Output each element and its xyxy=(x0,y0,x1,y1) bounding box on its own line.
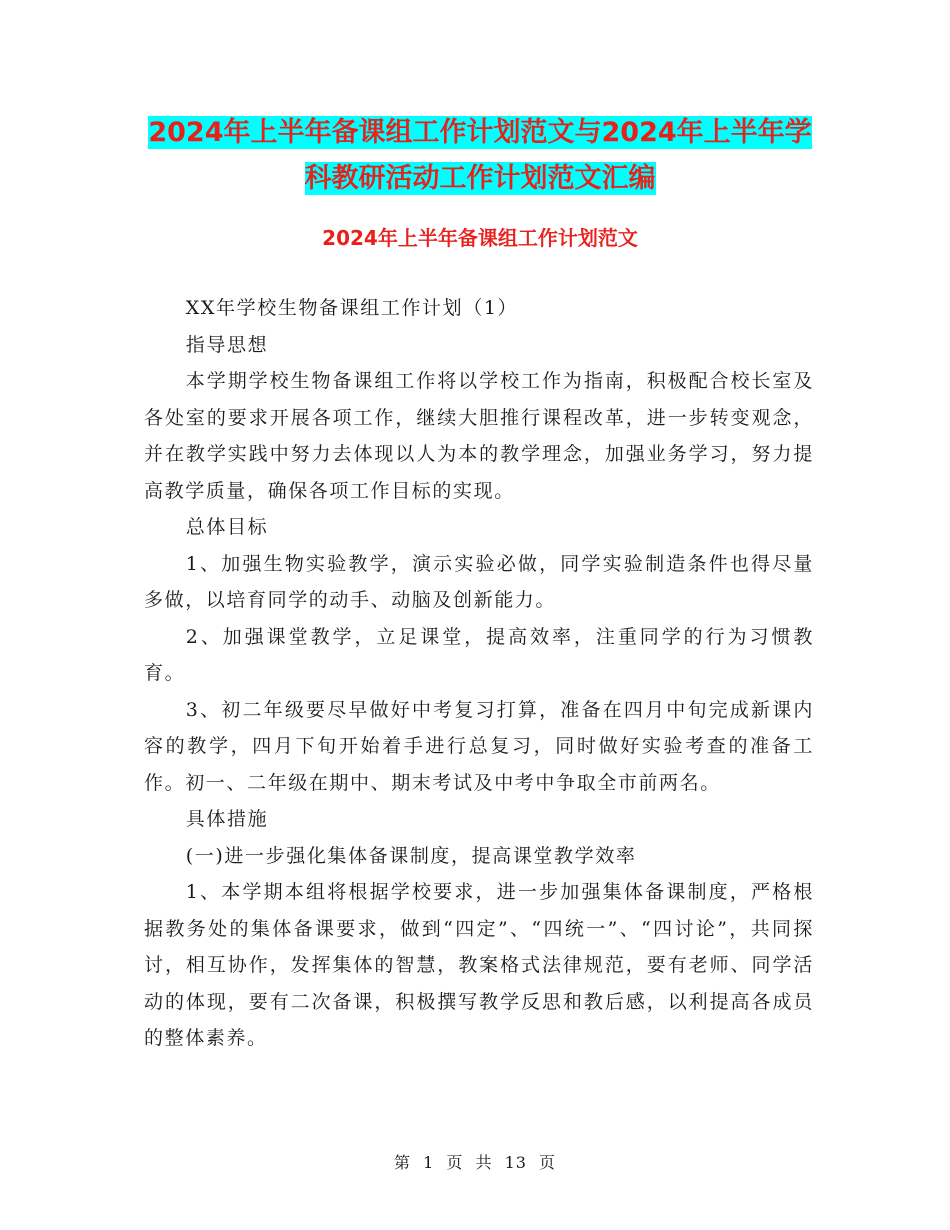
document-body xyxy=(144,290,814,1057)
paragraph-plan-title: XX年学校生物备课组工作计划（1） xyxy=(185,297,519,319)
footer-page-number: 1 xyxy=(423,1153,435,1172)
paragraph-guiding-text: 本学期学校生物备课组工作将以学校工作为指南，积极配合校长室及各处室的要求开展各项工作，继续大胆推行课程改革，进一步转变观念，并在教学实践中努力去体现以人为本的教学理念，加强业务学习，努力提高教学质量，确保各项工作目标的实现。 xyxy=(144,370,814,502)
footer-total-pages: 13 xyxy=(504,1153,527,1172)
footer-suffix: 页 xyxy=(539,1153,557,1172)
paragraph-heading-guiding: 指导思想 xyxy=(185,333,269,356)
title-line-1: 2024年上半年备课组工作计划范文与2024年上半年学 xyxy=(148,117,812,148)
paragraph-measure-heading-1: (一)进一步强化集体备课制度，提高课堂教学效率 xyxy=(185,844,637,867)
footer-prefix: 第 xyxy=(393,1153,411,1172)
footer-middle: 页 xyxy=(446,1153,464,1172)
paragraph-measure-1: 1、本学期本组将根据学校要求，进一步加强集体备课制度，严格根据教务处的集体备课要求，做到“四定”、“四统一”、“四讨论”，共同探讨，相互协作，发挥集体的智慧，教案格式法律规范，要有老师、同学活动的体现，要有二次备课，积极撰写教学反思和教后感，以利提高各成员的整体素养。 xyxy=(144,881,814,1049)
paragraph-heading-goals: 总体目标 xyxy=(185,516,269,538)
page-footer xyxy=(0,1150,950,1173)
paragraph-goal-3: 3、初二年级要尽早做好中考复习打算，准备在四月中旬完成新课内容的教学，四月下旬开始着手进行总复习，同时做好实验考查的准备工作。初一、二年级在期中、期末考试及中考中争取全市前两名。 xyxy=(144,698,814,794)
section-title: 2024年上半年备课组工作计划范文 xyxy=(322,226,638,250)
footer-total-prefix: 共 xyxy=(475,1153,493,1172)
title-line-2: 科教研活动工作计划范文汇编 xyxy=(304,163,656,194)
paragraph-heading-measures: 具体措施 xyxy=(185,808,269,830)
paragraph-goal-2: 2、加强课堂教学，立足课堂，提高效率，注重同学的行为习惯教育。 xyxy=(144,625,814,684)
document-title xyxy=(140,110,820,202)
paragraph-goal-1: 1、加强生物实验教学，演示实验必做，同学实验制造条件也得尽量多做，以培育同学的动手、动脑及创新能力。 xyxy=(144,552,814,611)
